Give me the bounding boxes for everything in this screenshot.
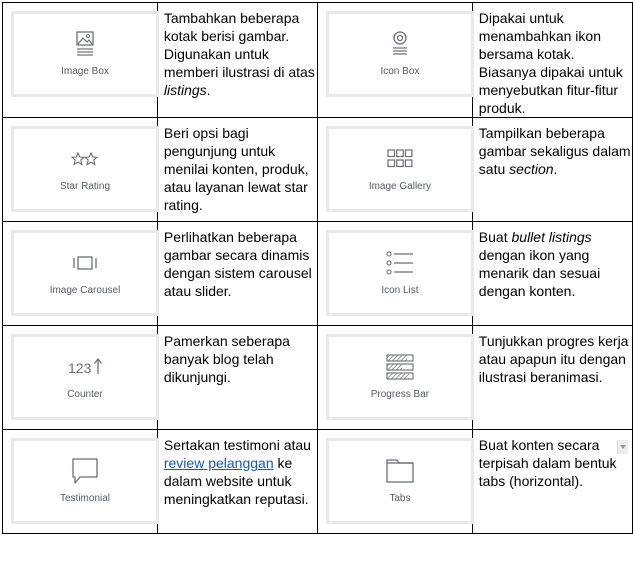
widget-description xyxy=(479,124,632,178)
description-text: Buat konten secara terpisah dalam bentuk tabs (horizontal). xyxy=(478,437,617,489)
widget-description xyxy=(164,9,317,99)
review-link[interactable]: review pelanggan xyxy=(163,455,274,471)
description-text: Tambahkan beberapa kotak berisi gambar. Digunakan untuk memberi ilustrasi di atas xyxy=(163,10,315,80)
icon-list-widget-card xyxy=(326,230,474,316)
widget-description xyxy=(479,332,632,386)
table-row xyxy=(3,222,633,326)
image-icon xyxy=(14,30,156,58)
image-gallery-widget-card xyxy=(326,126,474,212)
widget-preview-cell xyxy=(3,430,158,534)
widget-label: Counter xyxy=(67,389,103,400)
widget-description xyxy=(479,228,632,300)
widget-label: Image Box xyxy=(61,66,109,77)
speech-bubble-icon xyxy=(14,457,156,485)
description-text: Pamerkan seberapa banyak blog telah dikunjungi. xyxy=(163,333,290,385)
tabs-icon xyxy=(329,457,471,485)
widget-description xyxy=(164,228,317,300)
image-box-widget-card xyxy=(11,11,159,97)
description-cell xyxy=(157,3,317,118)
table-row xyxy=(3,326,633,430)
icon-list-icon xyxy=(329,249,471,277)
description-cell xyxy=(157,430,317,534)
star-rating-icon xyxy=(14,145,156,173)
widget-preview-cell xyxy=(317,3,472,118)
widget-label: Image Gallery xyxy=(368,181,432,192)
image-carousel-widget-card xyxy=(11,230,159,316)
description-cell xyxy=(472,326,632,430)
target-icon xyxy=(329,30,471,58)
description-text: Tampilkan beberapa gambar sekaligus dalam satu xyxy=(478,125,631,177)
testimonial-widget-card xyxy=(11,438,159,524)
counter-icon xyxy=(14,353,156,381)
widget-label: Tabs xyxy=(389,493,411,504)
description-text: Perlihatkan beberapa gambar secara dinamis dengan sistem carousel atau slider. xyxy=(163,229,312,299)
progress-bar-icon xyxy=(329,353,471,381)
description-text: ke dalam website untuk meningkatkan reputasi. xyxy=(163,455,309,507)
widget-preview-cell xyxy=(317,326,472,430)
description-text: Tunjukkan progres kerja atau apapun itu dengan ilustrasi beranimasi. xyxy=(478,333,629,385)
counter-widget-card xyxy=(11,334,159,420)
description-text: Dipakai untuk menambahkan ikon bersama kotak. Biasanya dipakai untuk menyebutkan fitur-fitur produk. xyxy=(478,10,623,116)
description-text: dengan ikon yang menarik dan sesuai dengan konten. xyxy=(478,247,601,299)
scroll-down-arrow[interactable] xyxy=(617,440,628,454)
star-rating-widget-card xyxy=(11,126,159,212)
description-cell xyxy=(472,430,632,534)
description-cell xyxy=(472,222,632,326)
description-text: Sertakan testimoni atau xyxy=(163,437,311,453)
widget-label: Icon List xyxy=(381,285,419,296)
emphasis-text: bullet listings xyxy=(511,229,592,245)
widget-preview-cell xyxy=(317,222,472,326)
tabs-widget-card xyxy=(326,438,474,524)
gallery-grid-icon xyxy=(329,145,471,173)
emphasis-text: section xyxy=(509,161,554,177)
icon-box-widget-card xyxy=(326,11,474,97)
widget-preview-cell xyxy=(317,118,472,222)
description-cell xyxy=(472,3,632,118)
widget-description xyxy=(479,9,632,117)
widget-description xyxy=(164,436,317,508)
emphasis-text: listings xyxy=(163,82,207,98)
progress-bar-widget-card xyxy=(326,334,474,420)
carousel-icon xyxy=(14,249,156,277)
widget-description xyxy=(479,436,632,490)
description-text: . xyxy=(553,161,558,177)
description-cell xyxy=(472,118,632,222)
widget-label: Icon Box xyxy=(380,66,420,77)
description-text: . xyxy=(206,82,211,98)
widget-preview-cell xyxy=(3,3,158,118)
description-text: Beri opsi bagi pengunjung untuk menilai konten, produk, atau layanan lewat star rating. xyxy=(163,125,309,213)
table-row xyxy=(3,3,633,118)
widget-description xyxy=(164,332,317,386)
widget-preview-cell xyxy=(3,222,158,326)
description-cell xyxy=(157,326,317,430)
svg-text:123: 123 xyxy=(68,360,92,376)
table-row xyxy=(3,430,633,534)
description-cell xyxy=(157,118,317,222)
widget-label: Progress Bar xyxy=(370,389,430,400)
widget-label: Testimonial xyxy=(59,493,111,504)
widget-description xyxy=(164,124,317,214)
widget-label: Star Rating xyxy=(59,181,111,192)
widget-preview-cell xyxy=(3,118,158,222)
widget-label: Image Carousel xyxy=(49,285,121,296)
description-cell xyxy=(157,222,317,326)
widget-preview-cell xyxy=(3,326,158,430)
widget-table xyxy=(2,2,633,534)
widget-preview-cell xyxy=(317,430,472,534)
table-row xyxy=(3,118,633,222)
description-text: Buat xyxy=(478,229,512,245)
